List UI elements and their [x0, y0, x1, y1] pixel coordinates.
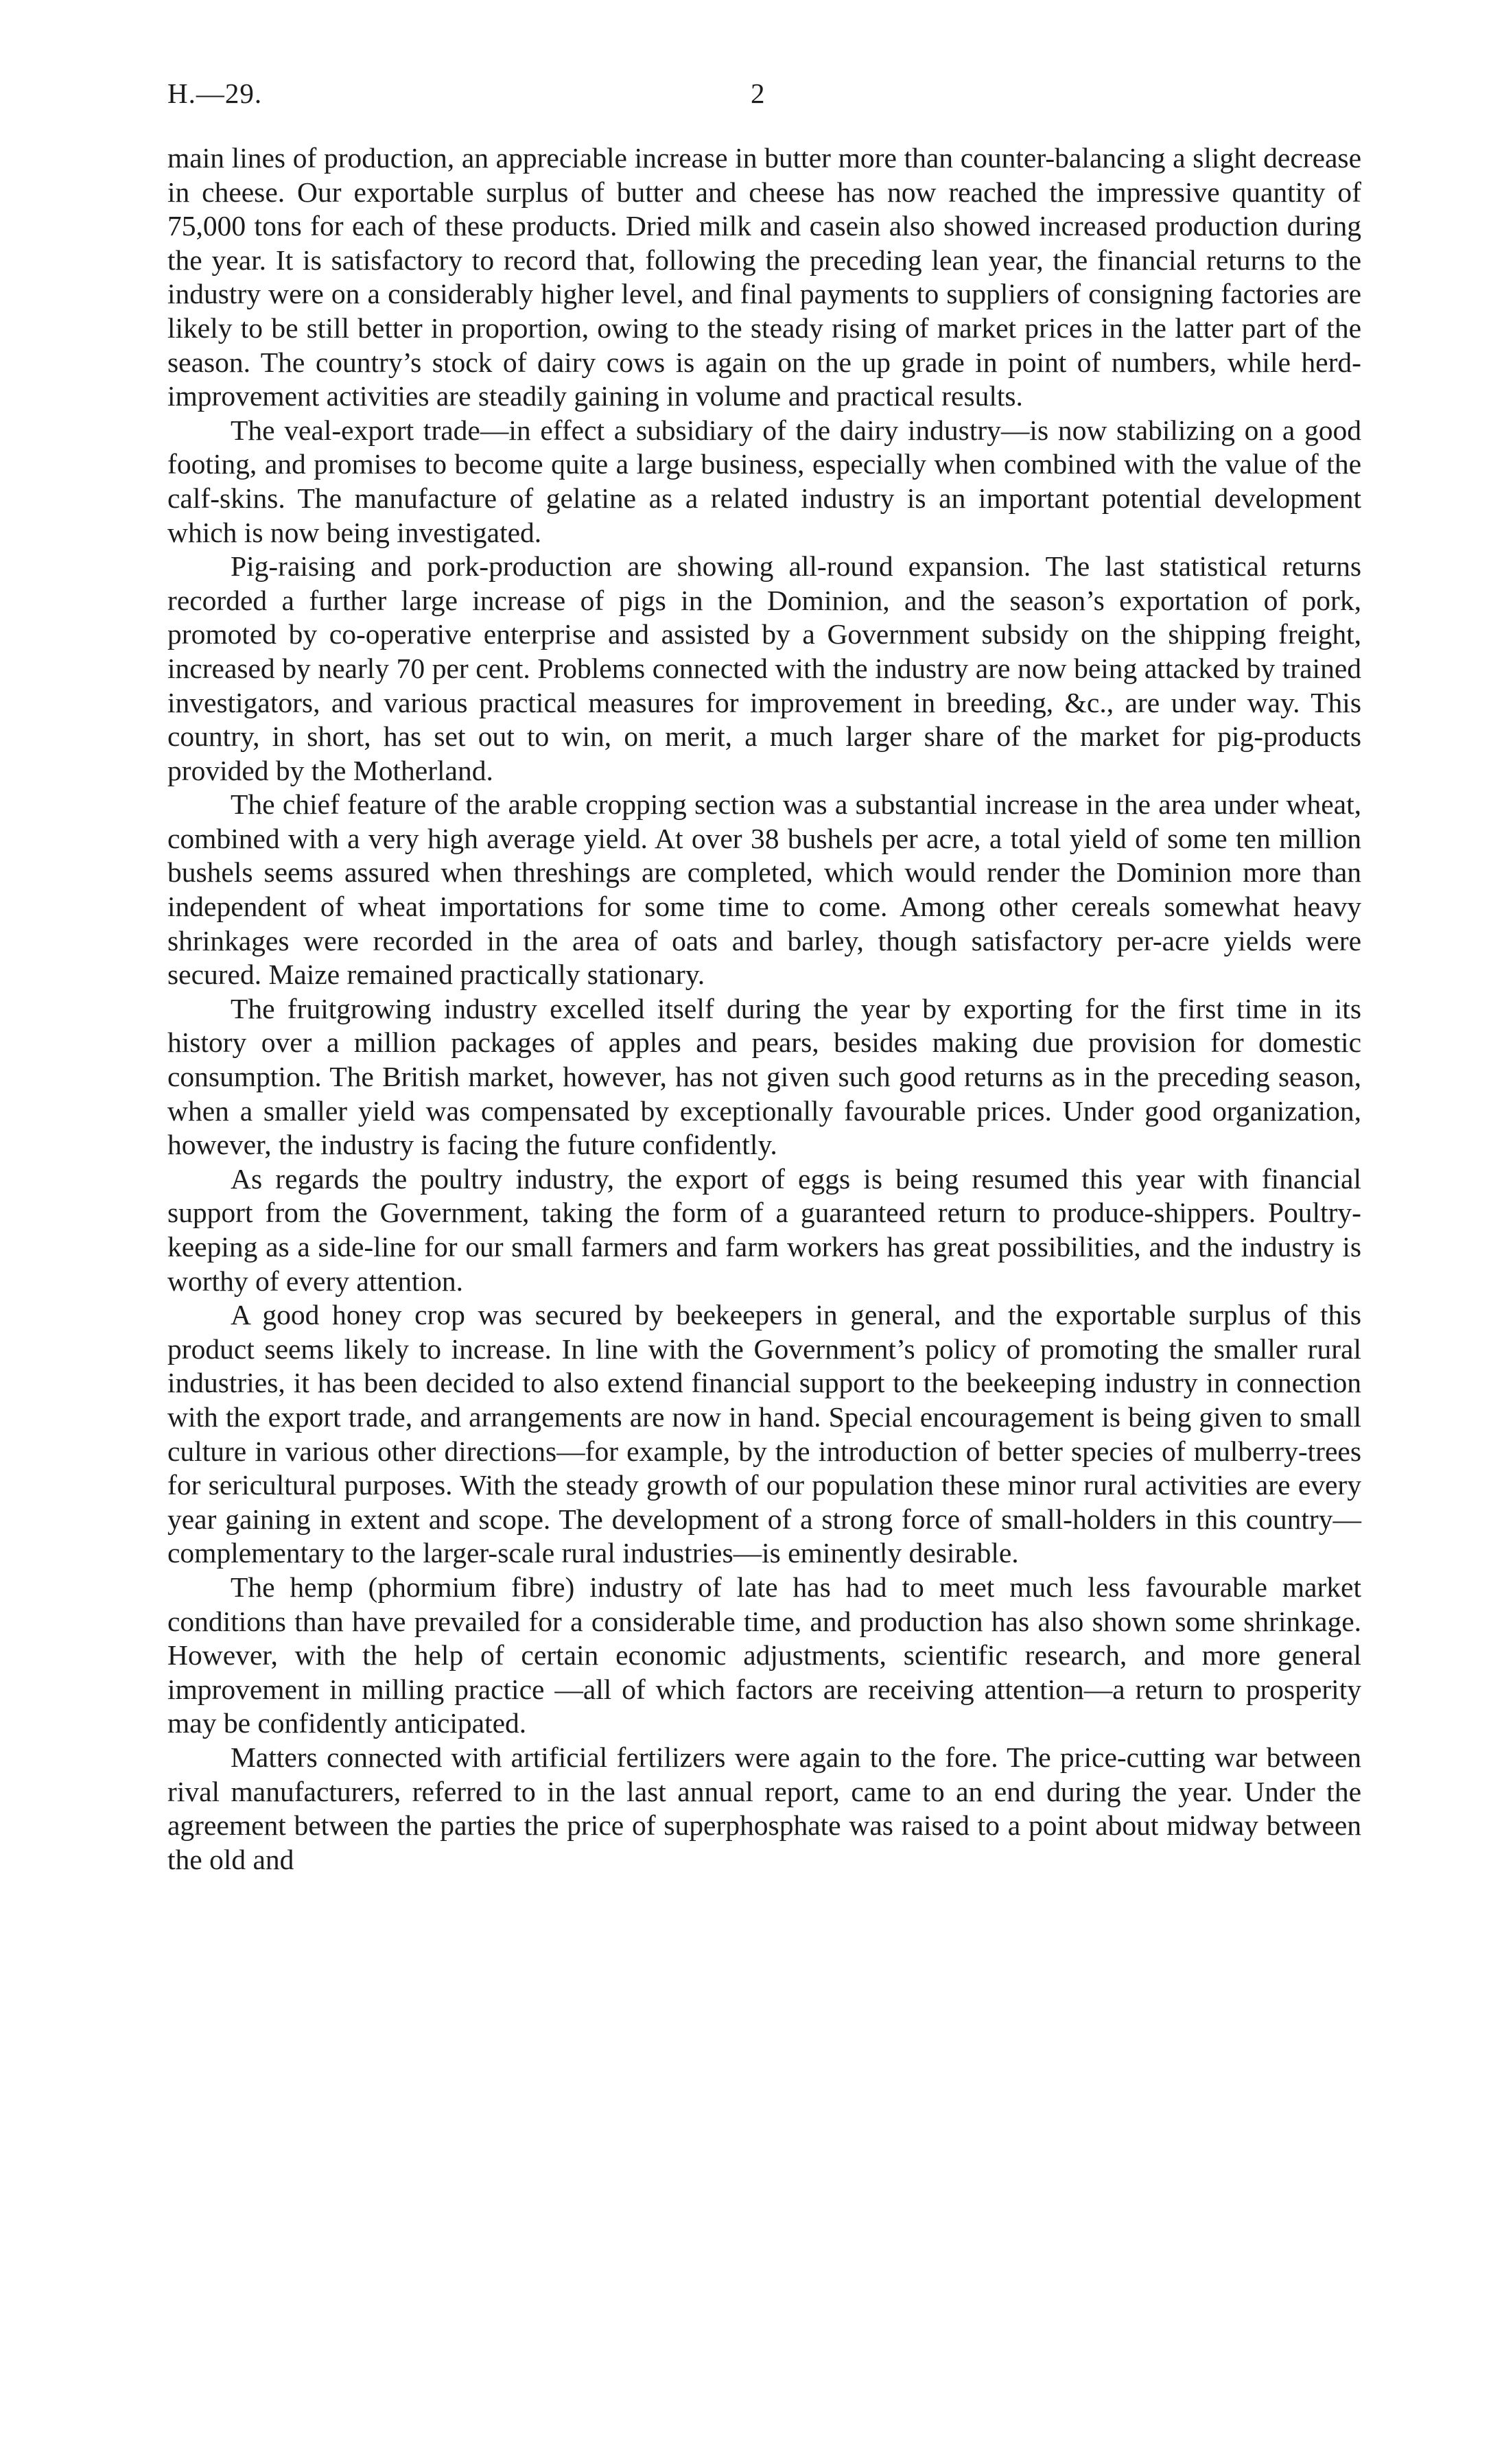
paragraph-veal-export: The veal-export trade—in effect a subsidiary of the dairy industry—is now stabilizing on a good footing, and promises to become quite a large business, especially when combined with the value of the calf-skins. The manufacture of gelatine as a related industry is an important potential development which is now being investigated. [167, 414, 1361, 548]
report-body [167, 141, 1361, 1877]
paragraph-fruitgrowing: The fruitgrowing industry excelled itself during the year by exporting for the first time in its history over a million packages of apples and pears, besides making due provision for domestic consumption. The British market, however, has not given such good returns as in the preceding season, when a smaller yield was compensated by exceptionally favourable prices. Under good organization, however, the industry is facing the future confidently. [167, 992, 1361, 1161]
page-header [167, 77, 1361, 118]
paragraph-pig-raising: Pig-raising and pork-production are showing all-round expansion. The last statistical returns recorded a further large increase of pigs in the Dominion, and the season’s exportation of pork, promoted by co-operative enterprise and assisted by a Government subsidy on the shipping freight, increased by nearly 70 per cent. Problems connected with the industry are now being attacked by trained investigators, and various practical measures for improvement in breeding, &c., are under way. This country, in short, has set out to win, on merit, a much larger share of the market for pig-products provided by the Motherland. [167, 550, 1361, 786]
document-reference: H.—29. [167, 78, 263, 109]
paragraph-hemp: The hemp (phormium fibre) industry of late has had to meet much less favourable market conditions than have prevailed for a considerable time, and production has also shown some shrinkage. However, with the help of certain economic adjustments, scientific research, and more general improvement in milling practice —all of which factors are receiving attention—a return to prosperity may be confidently anticipated. [167, 1571, 1361, 1739]
paragraph-fertilizers: Matters connected with artificial fertilizers were again to the fore. The price-cutting war between rival manufacturers, referred to in the last annual report, came to an end during the year. Under the agreement between the parties the price of superphosphate was raised to a point about midway between the old and [167, 1741, 1361, 1875]
paragraph-poultry: As regards the poultry industry, the export of eggs is being resumed this year with financial support from the Government, taking the form of a guaranteed return to produce-shippers. Poultry-keeping as a side-line for our small farmers and farm workers has great possibilities, and the industry is worthy of every attention. [167, 1162, 1361, 1297]
paragraph-dairy-continued: main lines of production, an appreciable increase in butter more than counter-balancing a slight decrease in cheese. Our exportable surplus of butter and cheese has now reached the impressive quantity of 75,000 tons for each of these products. Dried milk and casein also showed increased production during the year. It is satisfactory to record that, following the preceding lean year, the financial returns to the industry were on a considerably higher level, and final payments to suppliers of consigning factories are likely to be still better in proportion, owing to the steady rising of market prices in the latter part of the season. The country’s stock of dairy cows is again on the up grade in point of numbers, while herd-improvement activities are steadily gaining in volume and practical results. [167, 142, 1361, 412]
page-number: 2 [751, 78, 765, 109]
paragraph-arable-cropping: The chief feature of the arable cropping section was a substantial increase in the area under wheat, combined with a very high average yield. At over 38 bushels per acre, a total yield of some ten million bushels seems assured when threshings are completed, which would render the Dominion more than independent of wheat importations for some time to come. Among other cereals somewhat heavy shrinkages were recorded in the area of oats and barley, though satisfactory per-acre yields were secured. Maize remained practically stationary. [167, 788, 1361, 991]
paragraph-honey-small-culture: A good honey crop was secured by beekeepers in general, and the exportable surplus of this product seems likely to increase. In line with the Government’s policy of promoting the smaller rural industries, it has been decided to also extend financial support to the beekeeping industry in connection with the export trade, and arrangements are now in hand. Special encouragement is being given to small culture in various other directions—for example, by the introduction of better species of mulberry-trees for sericultural purposes. With the steady growth of our population these minor rural activities are every year gaining in extent and scope. The development of a strong force of small-holders in this country—complementary to the larger-scale rural industries—is eminently desirable. [167, 1299, 1361, 1569]
